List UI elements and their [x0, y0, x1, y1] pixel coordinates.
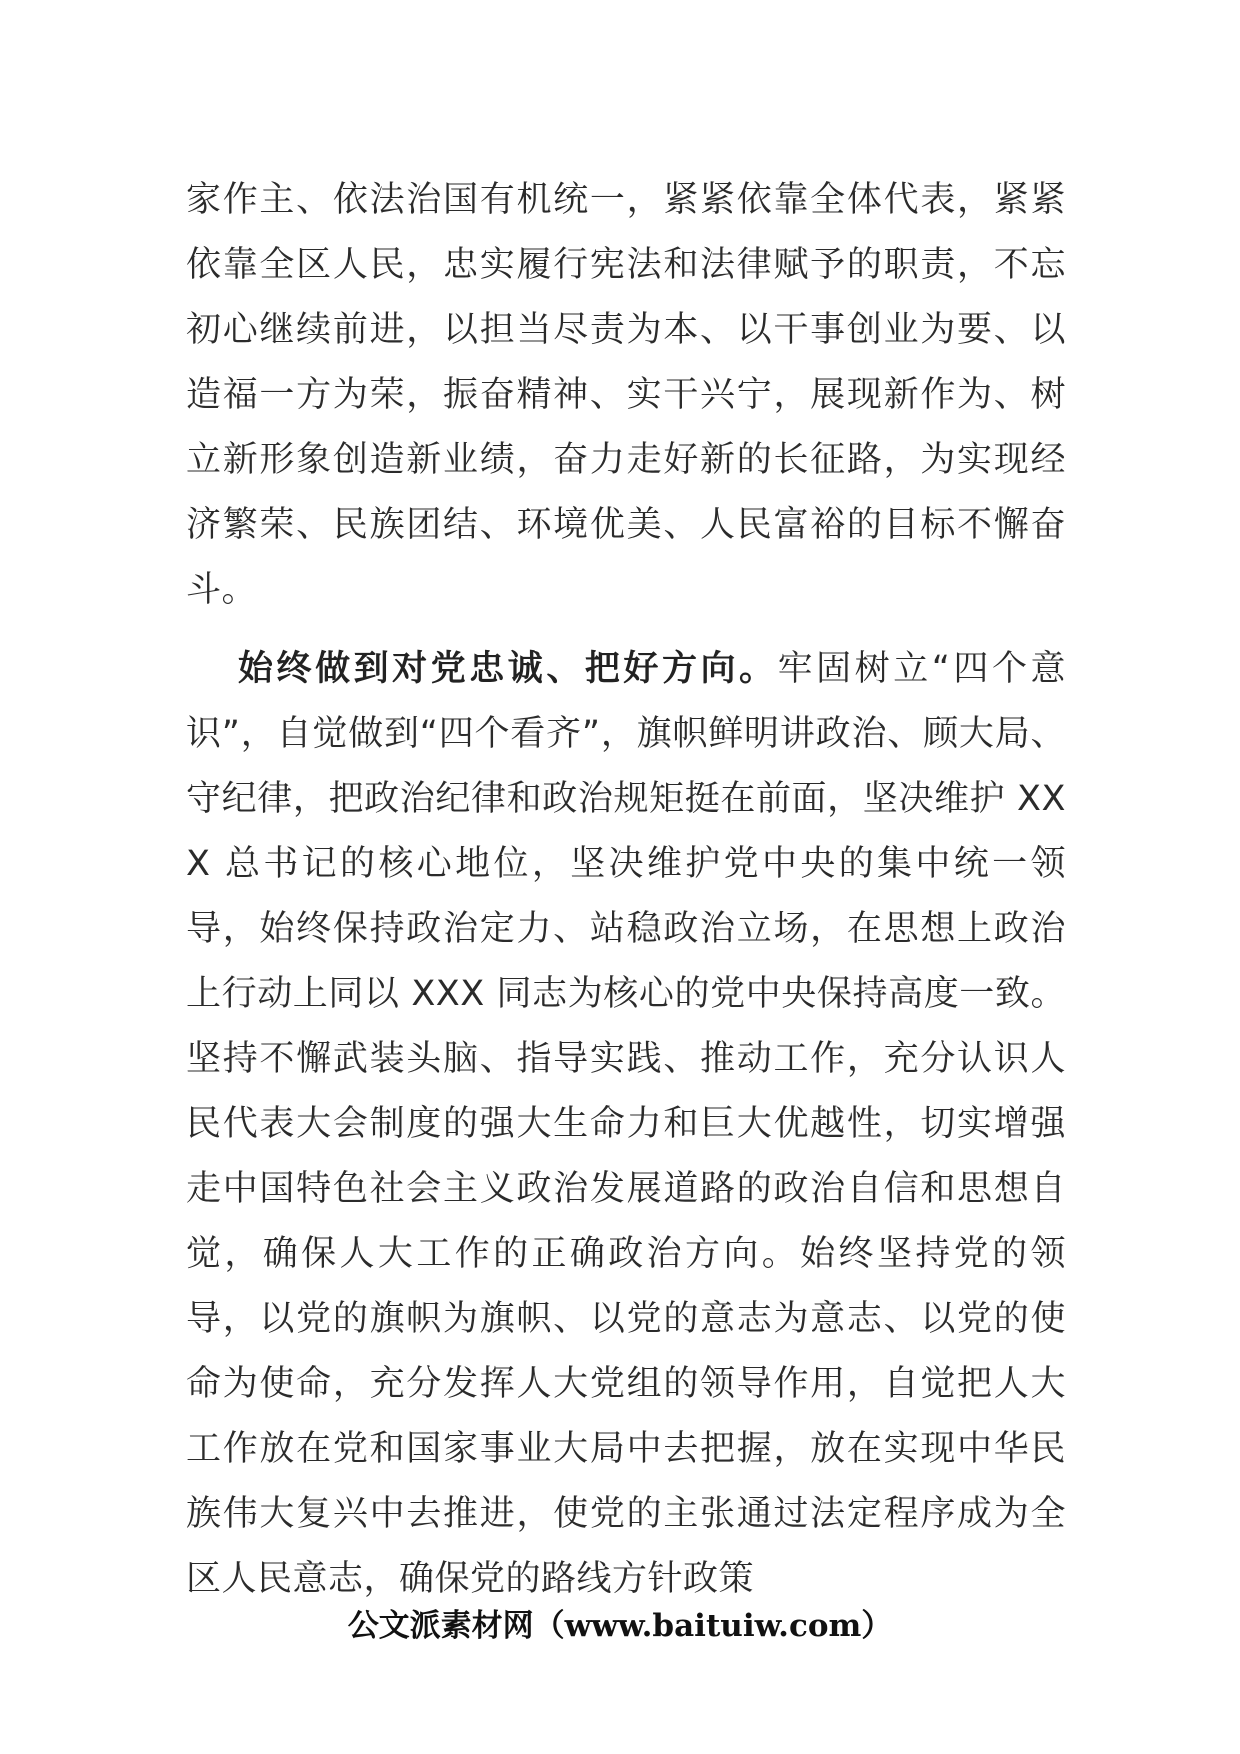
- paragraph-2: [186, 637, 1066, 1612]
- paragraph-2-heading: 始终做到对党忠诚、把好方向。: [238, 649, 778, 689]
- paragraph-2-text: 牢固树立“四个意识”，自觉做到“四个看齐”，旗帜鲜明讲政治、顾大局、守纪律，把政治纪律和政治规矩挺在前面，坚决维护 XXX 总书记的核心地位，坚决维护党中央的集中统一领导，始终保持政治定力、站稳政治立场，在思想上政治上行动上同以 XXX 同志为核心的党中央保持高度一致。坚持不懈武装头脑、指导实践、推动工作，充分认识人民代表大会制度的强大生命力和巨大优越性，切实增强走中国特色社会主义政治发展道路的政治自信和思想自觉，确保人大工作的正确政治方向。始终坚持党的领导，以党的旗帜为旗帜、以党的意志为意志、以党的使命为使命，充分发挥人大党组的领导作用，自觉把人大工作放在党和国家事业大局中去把握，放在实现中华民族伟大复兴中去推进，使党的主张通过法定程序成为全区人民意志，确保党的路线方针政策: [186, 649, 1066, 1599]
- footer-watermark: 公文派素材网（www.baituiw.com）: [347, 1608, 893, 1644]
- paragraph-1-text: 家作主、依法治国有机统一，紧紧依靠全体代表，紧紧依靠全区人民，忠实履行宪法和法律赋予的职责，不忘初心继续前进，以担当尽责为本、以干事创业为要、以造福一方为荣，振奋精神、实干兴宁，展现新作为、树立新形象创造新业绩，奋力走好新的长征路，为实现经济繁荣、民族团结、环境优美、人民富裕的目标不懈奋斗。: [186, 180, 1066, 610]
- body-text: [186, 168, 1066, 1612]
- paragraph-1: [186, 168, 1066, 623]
